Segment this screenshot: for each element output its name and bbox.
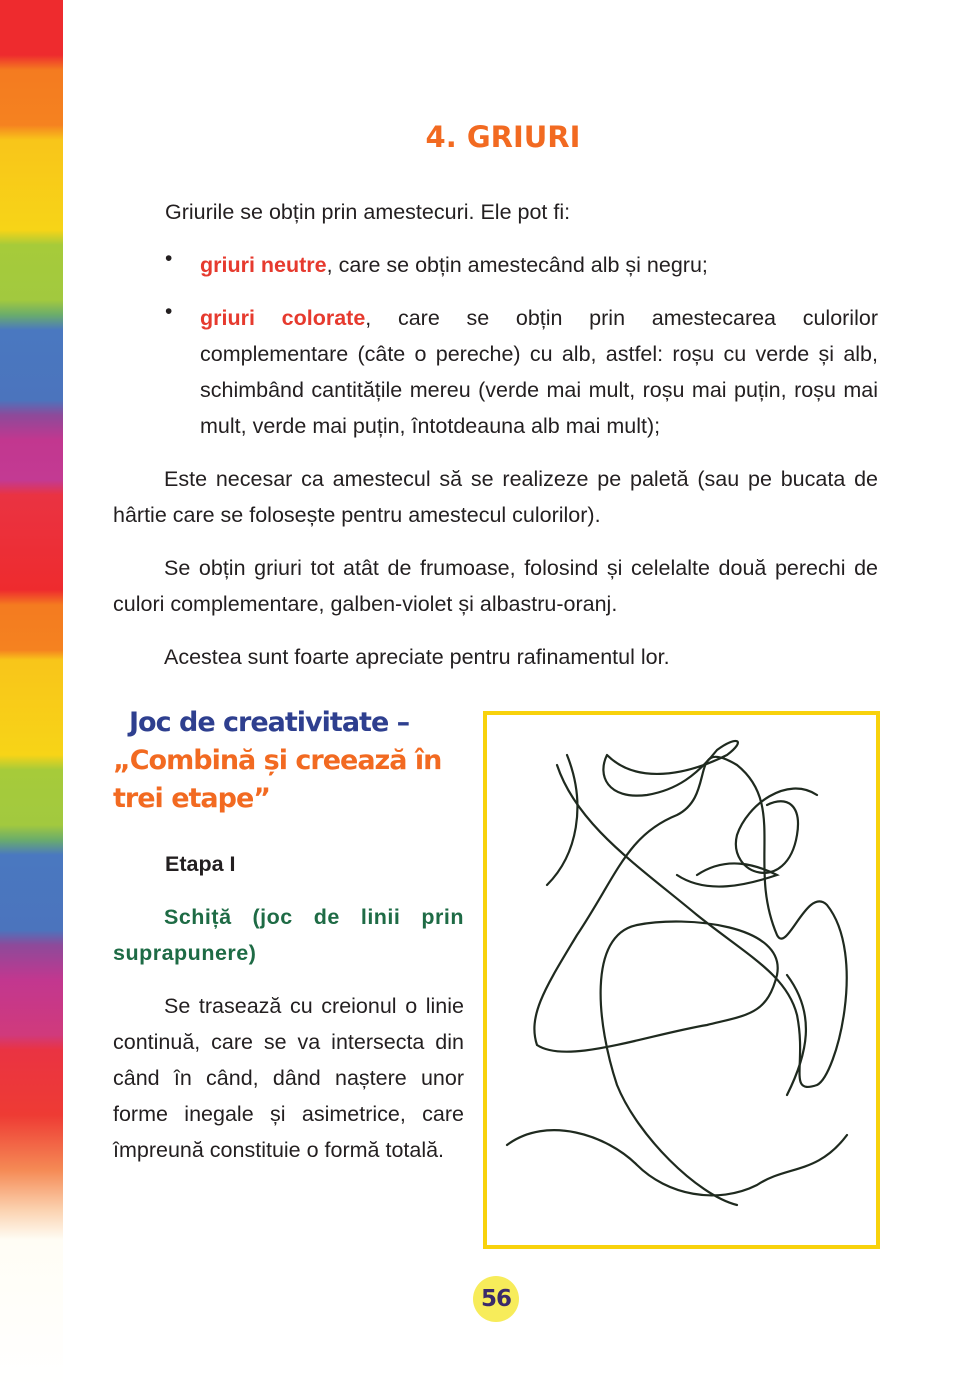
bullet-text: , care se obțin amestecând alb și negru; (326, 253, 708, 277)
paragraph: Acestea sunt foarte apreciate pentru rafinamentul lor. (164, 645, 670, 669)
stage-label: Etapa I (165, 852, 236, 876)
term: griuri colorate (200, 306, 366, 330)
paragraph: Este necesar ca amestecul să se realizeze pe paletă (sau pe bucata de hârtie care se folosește pentru amestecul culorilor). (113, 467, 878, 527)
bullet: • (165, 247, 173, 270)
intro-text: Griurile se obțin prin amestecuri. Ele pot fi: (165, 200, 571, 224)
rainbow-stripe (0, 0, 63, 1389)
heading-line: Joc de creativitate – (129, 707, 410, 738)
line-sketch-image (487, 715, 876, 1245)
stage-subtitle: Schiță (joc de linii prin suprapunere) (113, 905, 464, 965)
page-number: 56 (473, 1276, 519, 1322)
bullet: • (165, 300, 173, 323)
page-title: 4. GRIURI (425, 120, 581, 154)
term: griuri neutre (200, 253, 327, 277)
bullet-item-neutral (200, 247, 878, 283)
game-heading (113, 704, 473, 818)
paragraph: Se obțin griuri tot atât de frumoase, folosind și celelalte două perechi de culori complementare, galben-violet și albastru-oranj. (113, 556, 878, 616)
heading-line: „Combină și creează în trei etape” (113, 745, 442, 814)
bullet-item-colored (200, 300, 878, 444)
bullet-text: , care se obțin prin amestecarea culorilor complementare (câte o pereche) cu alb, astfel: roșu cu verde și alb, schimbând cantitățile mereu (verde mai mult, roșu mai puțin, roșu mai mult, verde mai puțin, întotdeauna alb mai mult); (200, 306, 878, 438)
sketch-frame (483, 711, 880, 1249)
stage-description: Se trasează cu creionul o linie continuă, care se va intersecta din când în când, dând naștere unor forme inegale și asimetrice, care împreună constituie o formă totală. (113, 994, 464, 1162)
